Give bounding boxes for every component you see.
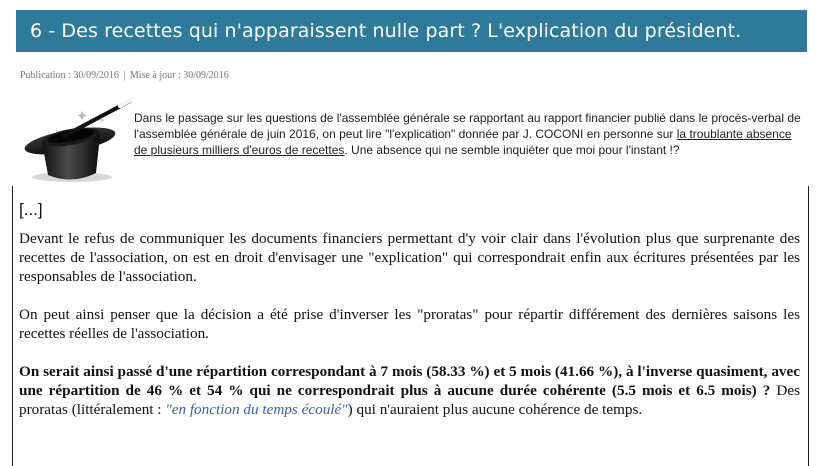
quote-paragraph-3-end: ) qui n'auraient plus aucune cohérence de temps. (347, 401, 643, 418)
quote-paragraph-3-bold: On serait ainsi passé d'une répartition correspondant à 7 mois (58.33 %) et 5 mois (41.66 %), à l'inverse quasiment, avec une répartition de 46 % et 54 % qui ne correspondrait plus à aucune durée cohérente (5.5 mois et 6.5 mois) ? (19, 363, 800, 399)
intro-text-after: . Une absence qui ne semble inquiéter que moi pour l'instant !? (344, 143, 680, 157)
magic-hat-icon (20, 95, 136, 183)
quote-paragraph-2: On peut ainsi penser que la décision a été prise d'inverser les "proratas" pour répartir différement des dernières saisons les recettes réelles de l'association. (19, 306, 800, 342)
intro-paragraph (134, 110, 802, 158)
article-title-bar (16, 10, 807, 52)
recettes-link[interactable]: la troublante absence de plusieurs milliers d'euros de recettes (134, 127, 792, 157)
quote-paragraph-3-italic: "en fonction du temps écoulé" (165, 401, 348, 418)
quote-content (19, 200, 800, 438)
publication-meta (20, 70, 229, 81)
quote-paragraph-3 (19, 362, 800, 419)
meta-separator: | (123, 70, 126, 81)
intro-text-before: Dans le passage sur les questions de l'assemblée générale se rapportant au rapport financier publié dans le procès-verbal de l'assemblée générale de juin 2016, on peut lire "l'explication" donnée par J. COCONI en personne sur (134, 111, 801, 141)
quote-paragraph-3-text: Des proratas (littéralement : (19, 382, 800, 418)
quote-paragraph-1: Devant le refus de communiquer les documents financiers permettant d'y voir clair dans l'évolution plus que surprenante des recettes de l'association, on est en droit d'envisager une "explication" qui correspondrait enfin aux écritures présentées par les responsables de l'association. (19, 230, 800, 285)
publication-date: Publication : 30/09/2016 (20, 70, 119, 81)
article-title: 6 - Des recettes qui n'apparaissent nulle part ? L'explication du président. (30, 20, 742, 42)
quote-ellipsis: [...] (19, 200, 43, 219)
update-date: Mise à jour : 30/09/2016 (129, 70, 229, 81)
